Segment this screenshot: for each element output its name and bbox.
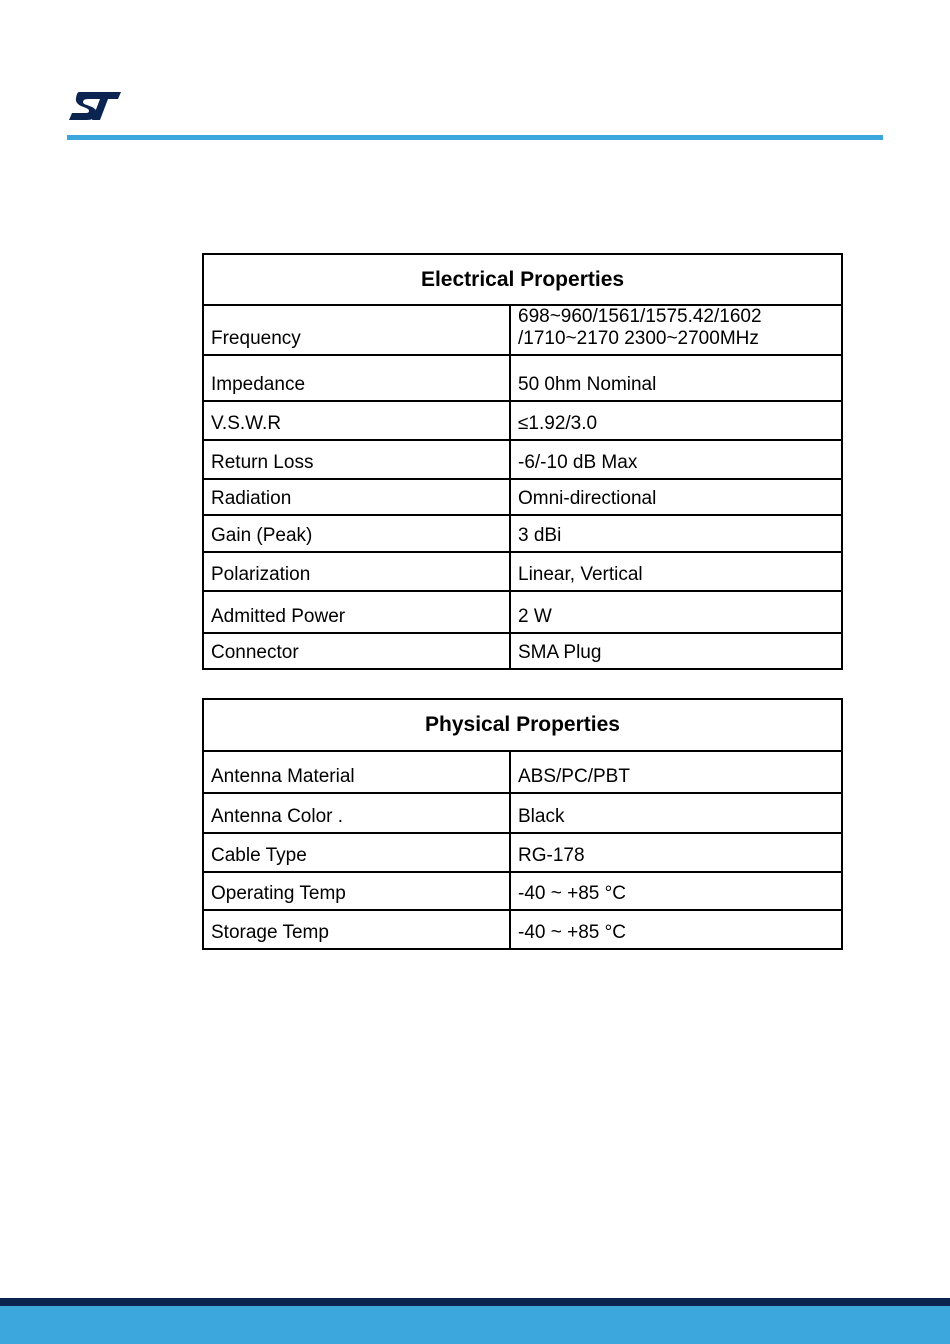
footer-band xyxy=(0,1298,950,1306)
row-value: -6/-10 dB Max xyxy=(510,440,842,479)
row-label: Connector xyxy=(203,633,510,669)
row-value: SMA Plug xyxy=(510,633,842,669)
table-row xyxy=(203,479,842,515)
row-value: Omni-directional xyxy=(510,479,842,515)
table-row xyxy=(203,552,842,591)
table-row xyxy=(203,633,842,669)
header-rule xyxy=(67,135,883,140)
table-row xyxy=(203,401,842,440)
table-row xyxy=(203,305,842,355)
table-row xyxy=(203,515,842,552)
row-value: Linear, Vertical xyxy=(510,552,842,591)
row-label: Operating Temp xyxy=(203,872,510,910)
row-label: Cable Type xyxy=(203,833,510,872)
table-row xyxy=(203,591,842,633)
table-header-row xyxy=(203,254,842,305)
row-value: Black xyxy=(510,793,842,833)
row-label: Return Loss xyxy=(203,440,510,479)
st-logo xyxy=(67,90,123,122)
row-value xyxy=(510,305,842,355)
row-value: 2 W xyxy=(510,591,842,633)
row-value: RG-178 xyxy=(510,833,842,872)
row-label: V.S.W.R xyxy=(203,401,510,440)
row-label: Storage Temp xyxy=(203,910,510,949)
row-value: ABS/PC/PBT xyxy=(510,751,842,793)
table-row xyxy=(203,751,842,793)
frequency-line-2: /1710~2170 2300~2700MHz xyxy=(518,328,759,349)
table-row xyxy=(203,833,842,872)
row-value: 50 0hm Nominal xyxy=(510,355,842,401)
row-label: Frequency xyxy=(203,305,510,355)
physical-title: Physical Properties xyxy=(203,699,842,751)
table-header-row xyxy=(203,699,842,751)
table-row xyxy=(203,355,842,401)
electrical-title: Electrical Properties xyxy=(203,254,842,305)
row-value: -40 ~ +85 °C xyxy=(510,910,842,949)
footer-bar xyxy=(0,1306,950,1344)
physical-properties-table xyxy=(202,698,843,950)
table-row xyxy=(203,872,842,910)
row-value: ≤1.92/3.0 xyxy=(510,401,842,440)
row-label: Polarization xyxy=(203,552,510,591)
frequency-line-1: 698~960/1561/1575.42/1602 xyxy=(518,306,762,327)
table-row xyxy=(203,793,842,833)
row-label: Antenna Material xyxy=(203,751,510,793)
row-label: Antenna Color . xyxy=(203,793,510,833)
row-label: Admitted Power xyxy=(203,591,510,633)
row-value: 3 dBi xyxy=(510,515,842,552)
row-label: Radiation xyxy=(203,479,510,515)
row-label: Gain (Peak) xyxy=(203,515,510,552)
electrical-properties-table xyxy=(202,253,843,670)
row-label: Impedance xyxy=(203,355,510,401)
table-row xyxy=(203,440,842,479)
row-value: -40 ~ +85 °C xyxy=(510,872,842,910)
table-row xyxy=(203,910,842,949)
